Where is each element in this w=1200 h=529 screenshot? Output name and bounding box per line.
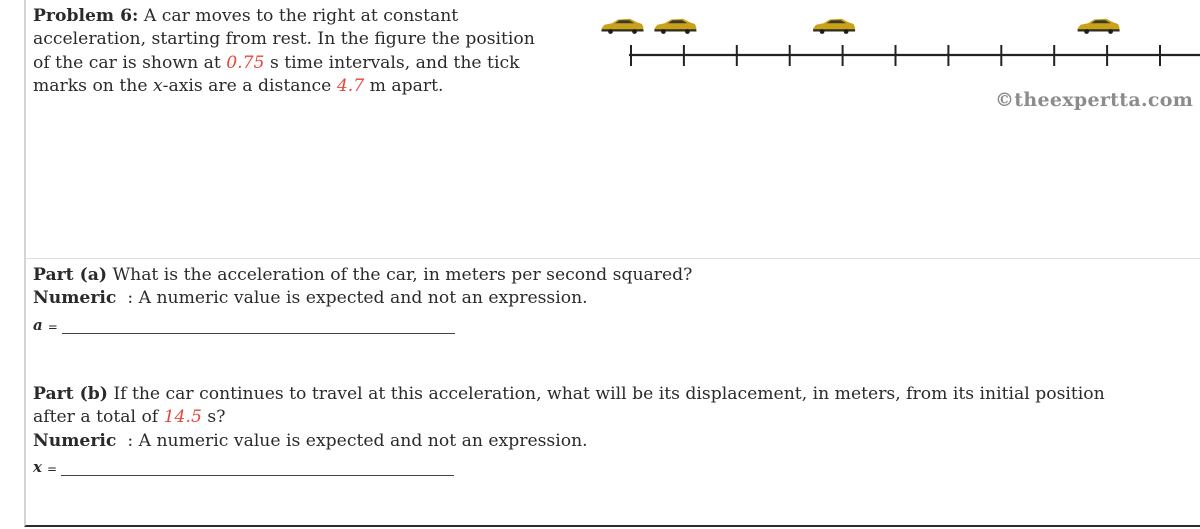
problem-line-1: A car moves to the right at constant: [143, 6, 459, 26]
part-b-numeric-note: : A numeric value is expected and not an expression.: [116, 430, 588, 451]
part-a-numeric-note: : A numeric value is expected and not an expression.: [116, 288, 588, 309]
distance-value: 4.7: [336, 76, 365, 97]
cars: [602, 19, 1120, 34]
part-b-label: Part (b): [33, 384, 108, 404]
part-a-question: What is the acceleration of the car, in meters per second squared?: [112, 265, 693, 285]
part-b-question-line-1: If the car continues to travel at this acceleration, what will be its displacement, in meters, from its initial position: [113, 384, 1105, 404]
watermark: ©theexpertta.com: [995, 89, 1194, 111]
part-b-question-line-2-post: s?: [201, 407, 226, 428]
part-b-numeric-label: Numeric: [33, 430, 117, 451]
problem-line-4-post: m apart.: [364, 76, 444, 97]
interval-value: 0.75: [226, 52, 265, 73]
part-b-question-line-2-pre: after a total of: [33, 407, 164, 428]
problem-line-2: acceleration, starting from rest. In the figure the position: [33, 29, 535, 50]
problem-line-3-pre: of the car is shown at: [33, 52, 227, 73]
problem-line-3-post: s time intervals, and the tick: [264, 52, 520, 73]
part-a-equals: =: [47, 320, 58, 334]
problem-line-4-mid: -axis are a distance: [162, 76, 337, 97]
part-b-equals: =: [46, 462, 58, 476]
part-a-answer-input[interactable]: [62, 319, 455, 334]
car-icon: [654, 19, 696, 34]
part-b-section: [33, 383, 1105, 453]
time-value: 14.5: [163, 407, 202, 428]
part-b-answer-row: [33, 458, 454, 476]
part-a-label: Part (a): [33, 265, 107, 285]
car-position-figure: [594, 10, 1200, 72]
section-divider: [26, 258, 1200, 259]
car-icon: [602, 19, 644, 34]
car-icon: [1078, 19, 1120, 34]
car-icon: [813, 19, 855, 34]
part-b-variable: x: [33, 458, 42, 476]
axis-variable: x: [152, 76, 163, 97]
problem-label: Problem 6:: [33, 6, 139, 26]
problem-statement: [33, 5, 535, 99]
part-b-answer-input[interactable]: [61, 461, 454, 476]
problem-line-4-pre: marks on the: [33, 76, 153, 97]
part-a-answer-row: [33, 316, 455, 334]
part-a-variable: a: [33, 316, 43, 334]
part-a-section: [33, 264, 692, 311]
part-a-numeric-label: Numeric: [33, 288, 117, 309]
